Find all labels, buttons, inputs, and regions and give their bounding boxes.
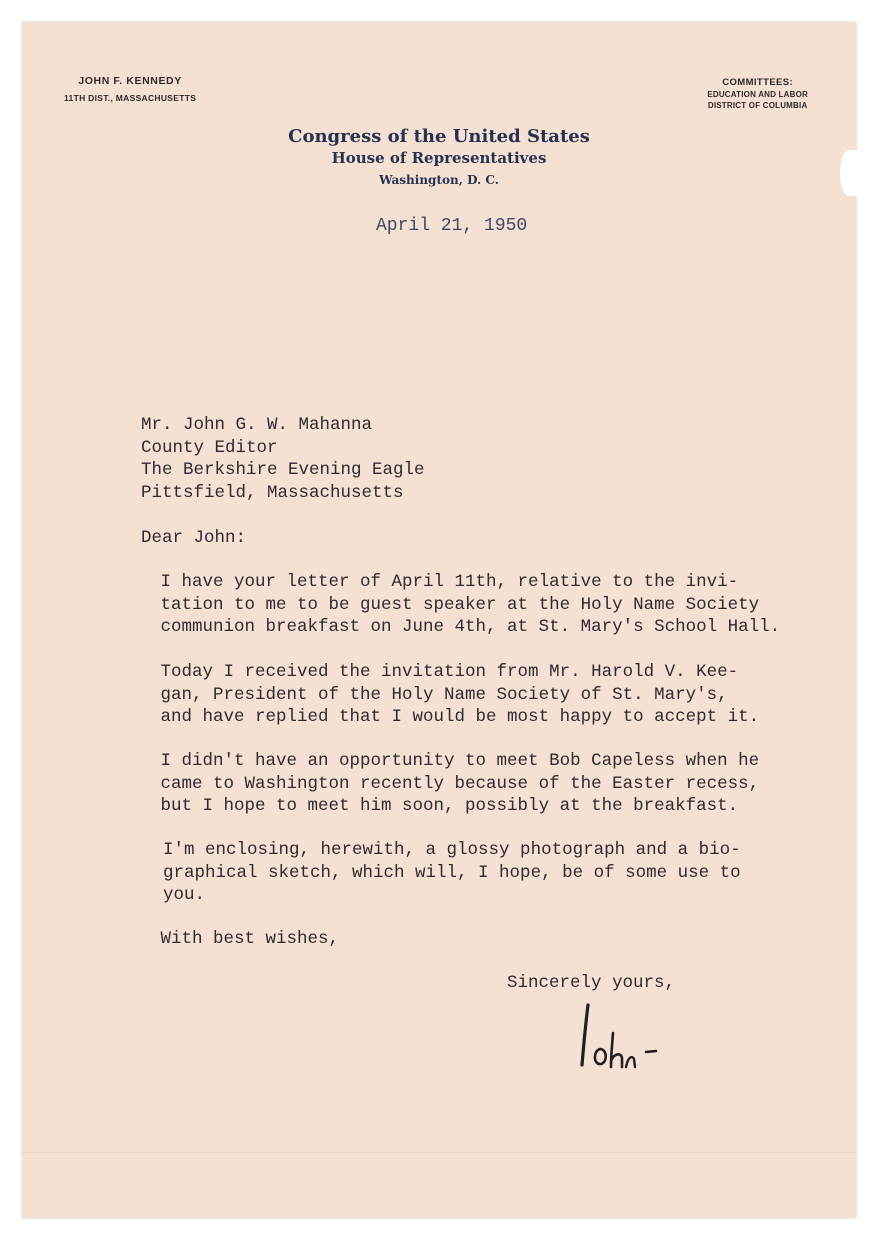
recipient-line: Mr. John G. W. Mahanna bbox=[141, 415, 373, 435]
paper-fold bbox=[22, 1152, 856, 1153]
letter-date: April 21, 1950 bbox=[376, 216, 528, 236]
house-heading: House of Representatives bbox=[331, 149, 547, 167]
recipient-line: County Editor bbox=[141, 437, 278, 458]
body-paragraph: Today I received the invitation from Mr. Harold V. Kee- gan, President of the Holy Name Society of St. Mary's, and have replied that I would be most happy to accept it. bbox=[160, 662, 760, 727]
congress-heading: Congress of the United States bbox=[288, 126, 590, 147]
closing-wish: With best wishes, bbox=[150, 929, 340, 949]
committees-block bbox=[707, 77, 808, 110]
letterhead-title bbox=[22, 126, 856, 187]
body-paragraph: I have your letter of April 11th, relative to the invi- tation to me to be guest speaker at the Holy Name Society communion breakfast on June 4th, at St. Mary's School Hall. bbox=[160, 572, 781, 637]
letter-page bbox=[22, 22, 856, 1218]
body-paragraph: I didn't have an opportunity to meet Bob Capeless when he came to Washington recently because of the Easter recess, but I hope to meet him soon, possibly at the breakfast. bbox=[160, 751, 760, 816]
salutation: Dear John: bbox=[141, 528, 247, 548]
recipient-line: Pittsfield, Massachusetts bbox=[141, 482, 404, 503]
closing: Sincerely yours, bbox=[507, 973, 676, 993]
sender-name: JOHN F. KENNEDY bbox=[78, 75, 182, 87]
signature bbox=[552, 997, 662, 1077]
committee-item: DISTRICT OF COLUMBIA bbox=[707, 101, 808, 110]
recipient-address bbox=[141, 414, 425, 504]
committee-item: EDUCATION AND LABOR bbox=[707, 90, 808, 99]
sender-district: 11TH DIST., MASSACHUSETTS bbox=[64, 93, 197, 103]
recipient-line: The Berkshire Evening Eagle bbox=[141, 460, 425, 480]
committees-heading: COMMITTEES: bbox=[722, 77, 794, 88]
sender-block bbox=[64, 75, 196, 103]
body-paragraph: I'm enclosing, herewith, a glossy photograph and a bio- graphical sketch, which will, I hope, be of some use to you. bbox=[163, 840, 741, 905]
location-heading: Washington, D. C. bbox=[379, 173, 499, 187]
